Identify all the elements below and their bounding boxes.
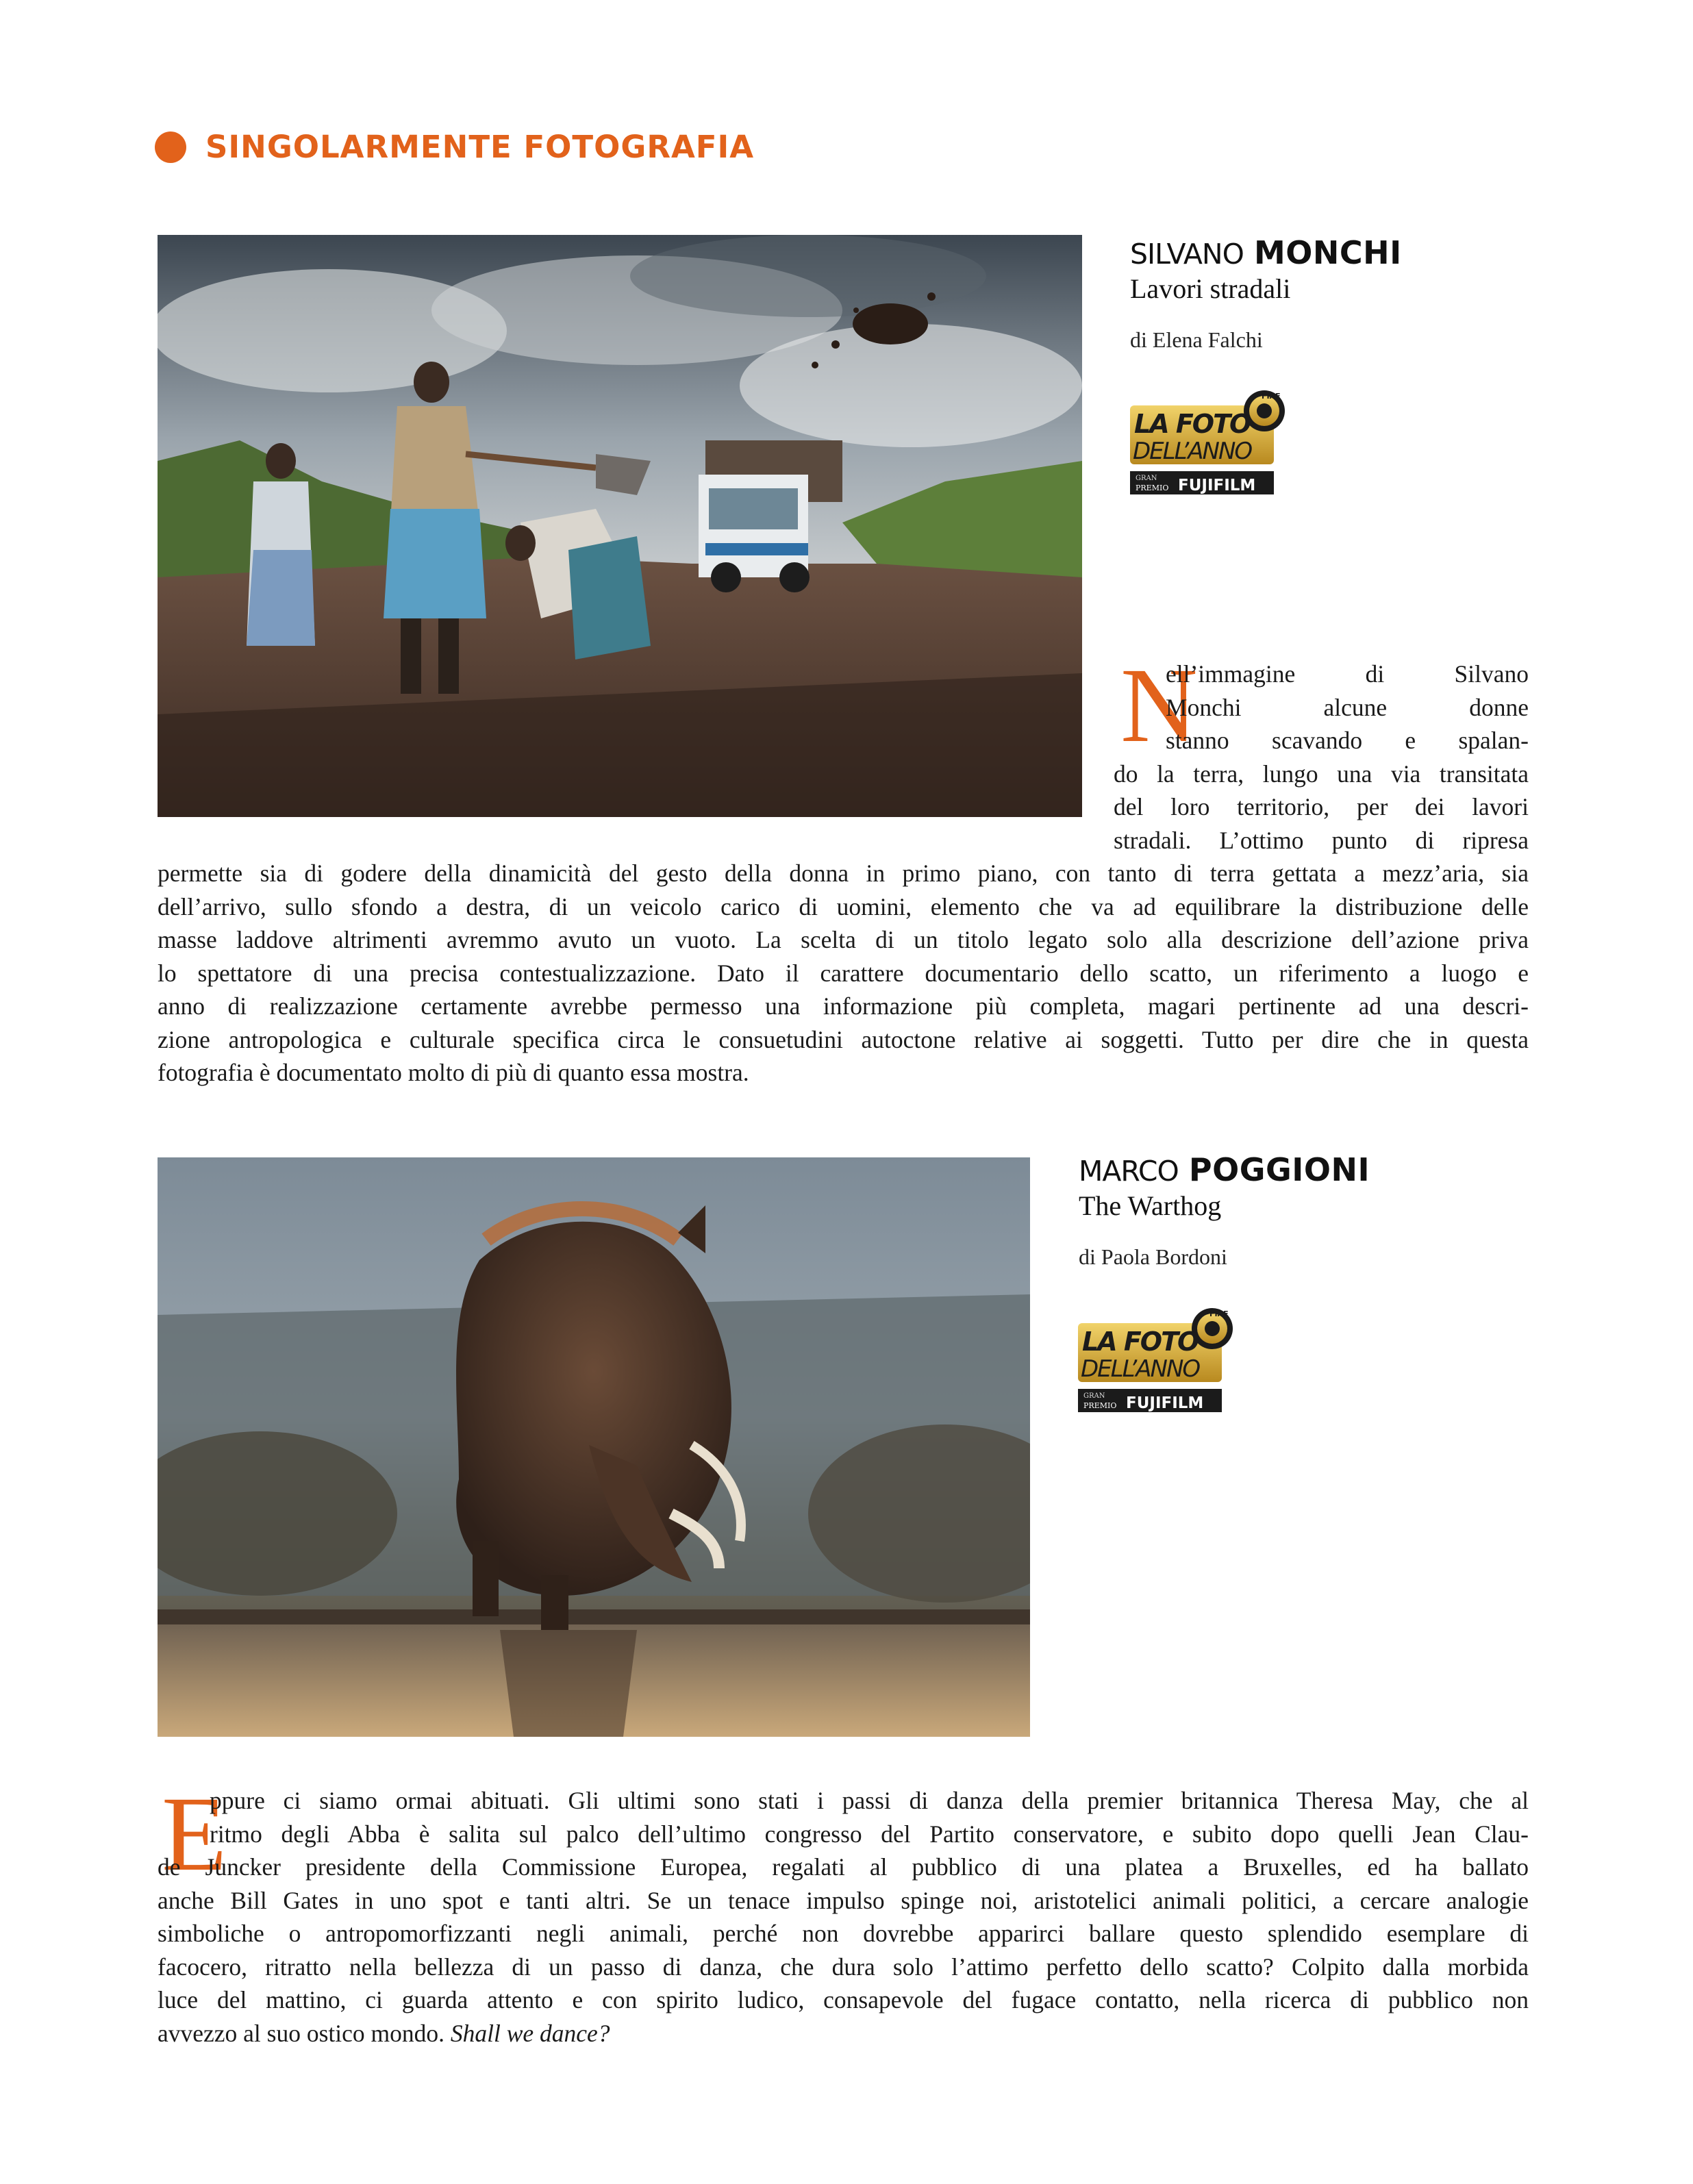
text-line: stradali. L’ottimo punto di ripresa <box>1114 826 1529 854</box>
text-line: facocero, ritratto nella bellezza di un passo di danza, che dura solo l’attimo perfetto dello scatto? Colpito dalla morbida <box>158 1953 1529 1981</box>
fujifilm-logo: FUJIFILM <box>1126 1394 1204 1412</box>
text-line: luce del mattino, ci guarda attento e con spirito ludico, consapevole del fugace contatto, nella ricerca di pubblico non <box>158 1986 1529 2013</box>
award-logo <box>1127 386 1285 496</box>
fiaf-badge: FIAF <box>1209 1309 1229 1318</box>
section-title: SINGOLARMENTE FOTOGRAFIA <box>205 129 755 165</box>
text-line: dell’arrivo, sullo sfondo a destra, di un veicolo carico di uomini, elemento che va ad equilibrare la distribuzione delle <box>158 892 1529 920</box>
photo-the-warthog <box>158 1157 1030 1737</box>
text-line: ritmo degli Abba è salita sul palco dell’ultimo congresso del Partito conservatore, e subito dopo quelli Jean Clau- <box>210 1820 1529 1848</box>
author-name <box>1079 1151 1370 1190</box>
author-first-name: SILVANO <box>1130 238 1244 271</box>
award-premio: PREMIO <box>1136 484 1169 492</box>
byline: di Paola Bordoni <box>1079 1244 1227 1269</box>
text-line: do la terra, lungo una via transitata <box>1114 760 1529 788</box>
award-logo <box>1075 1304 1233 1414</box>
award-gran: GRAN <box>1083 1392 1105 1400</box>
drop-cap: E <box>162 1774 227 1893</box>
text-line: ell’immagine di Silvano <box>1166 660 1529 688</box>
author-name <box>1130 234 1402 273</box>
article-body-text <box>158 857 1529 1090</box>
award-line1: LA FOTO <box>1082 1327 1199 1357</box>
text-line: anche Bill Gates in uno spot e tanti altri. Se un tenace impulso spinge noi, aristotelici animali politici, a cercare analogie <box>158 1886 1529 1914</box>
fujifilm-logo: FUJIFILM <box>1178 477 1256 494</box>
award-line2: DELL’ANNO <box>1133 438 1252 465</box>
text-line: permette sia di godere della dinamicità del gesto della donna in primo piano, con tanto di terra gettata a mezz’aria, sia <box>158 859 1529 887</box>
text-line: anno di realizzazione certamente avrebbe permesso una informazione più completa, magari pertinente ad una descri- <box>158 992 1529 1020</box>
photo-title: The Warthog <box>1079 1190 1222 1221</box>
award-line2: DELL’ANNO <box>1081 1355 1200 1383</box>
text-line: simboliche o antropomorfizzanti negli animali, perché non dovrebbe apparirci ballare questo splendido esemplare di <box>158 1920 1529 1947</box>
text-line: Monchi alcune donne <box>1166 693 1529 721</box>
text-line: fotografia è documentato molto di più di quanto essa mostra. <box>158 1059 749 1086</box>
byline: di Elena Falchi <box>1130 327 1263 352</box>
text-line: de Juncker presidente della Commissione Europea, regalati al pubblico di una platea a Bruxelles, ed ha ballato <box>158 1853 1529 1881</box>
text-line: zione antropologica e culturale specifica circa le consuetudini autoctone relative ai soggetti. Tutto per dire che in questa <box>158 1025 1529 1053</box>
text-line: lo spettatore di una precisa contestualizzazione. Dato il carattere documentario dello scatto, un riferimento a luogo e <box>158 959 1529 987</box>
text-line: masse laddove altrimenti avremmo avuto un vuoto. La scelta di un titolo legato solo alla descrizione dell’azione priva <box>158 926 1529 953</box>
drop-cap: N <box>1120 646 1198 764</box>
text-line: stanno scavando e spalan- <box>1166 727 1529 754</box>
text-line <box>158 2017 1529 2050</box>
text-line: del loro territorio, per dei lavori <box>1114 793 1529 820</box>
text-line: ppure ci siamo ormai abituati. Gli ultimi sono stati i passi di danza della premier britannica Theresa May, che al <box>210 1787 1529 1814</box>
award-line1: LA FOTO <box>1134 409 1251 439</box>
award-gran: GRAN <box>1136 475 1157 482</box>
section-bullet <box>155 131 186 163</box>
text-line-last: avvezzo al suo ostico mondo. <box>158 2019 444 2047</box>
photo-title: Lavori stradali <box>1130 273 1291 304</box>
author-last-name: POGGIONI <box>1188 1151 1370 1188</box>
author-last-name: MONCHI <box>1254 234 1402 271</box>
article-body-text <box>1114 646 1529 857</box>
article-body-text <box>158 1774 1529 2050</box>
fiaf-badge: FIAF <box>1262 392 1281 401</box>
award-premio: PREMIO <box>1083 1401 1117 1410</box>
closing-italic: Shall we dance? <box>450 2019 610 2047</box>
author-first-name: MARCO <box>1079 1155 1179 1188</box>
photo-lavori-stradali <box>158 235 1082 817</box>
